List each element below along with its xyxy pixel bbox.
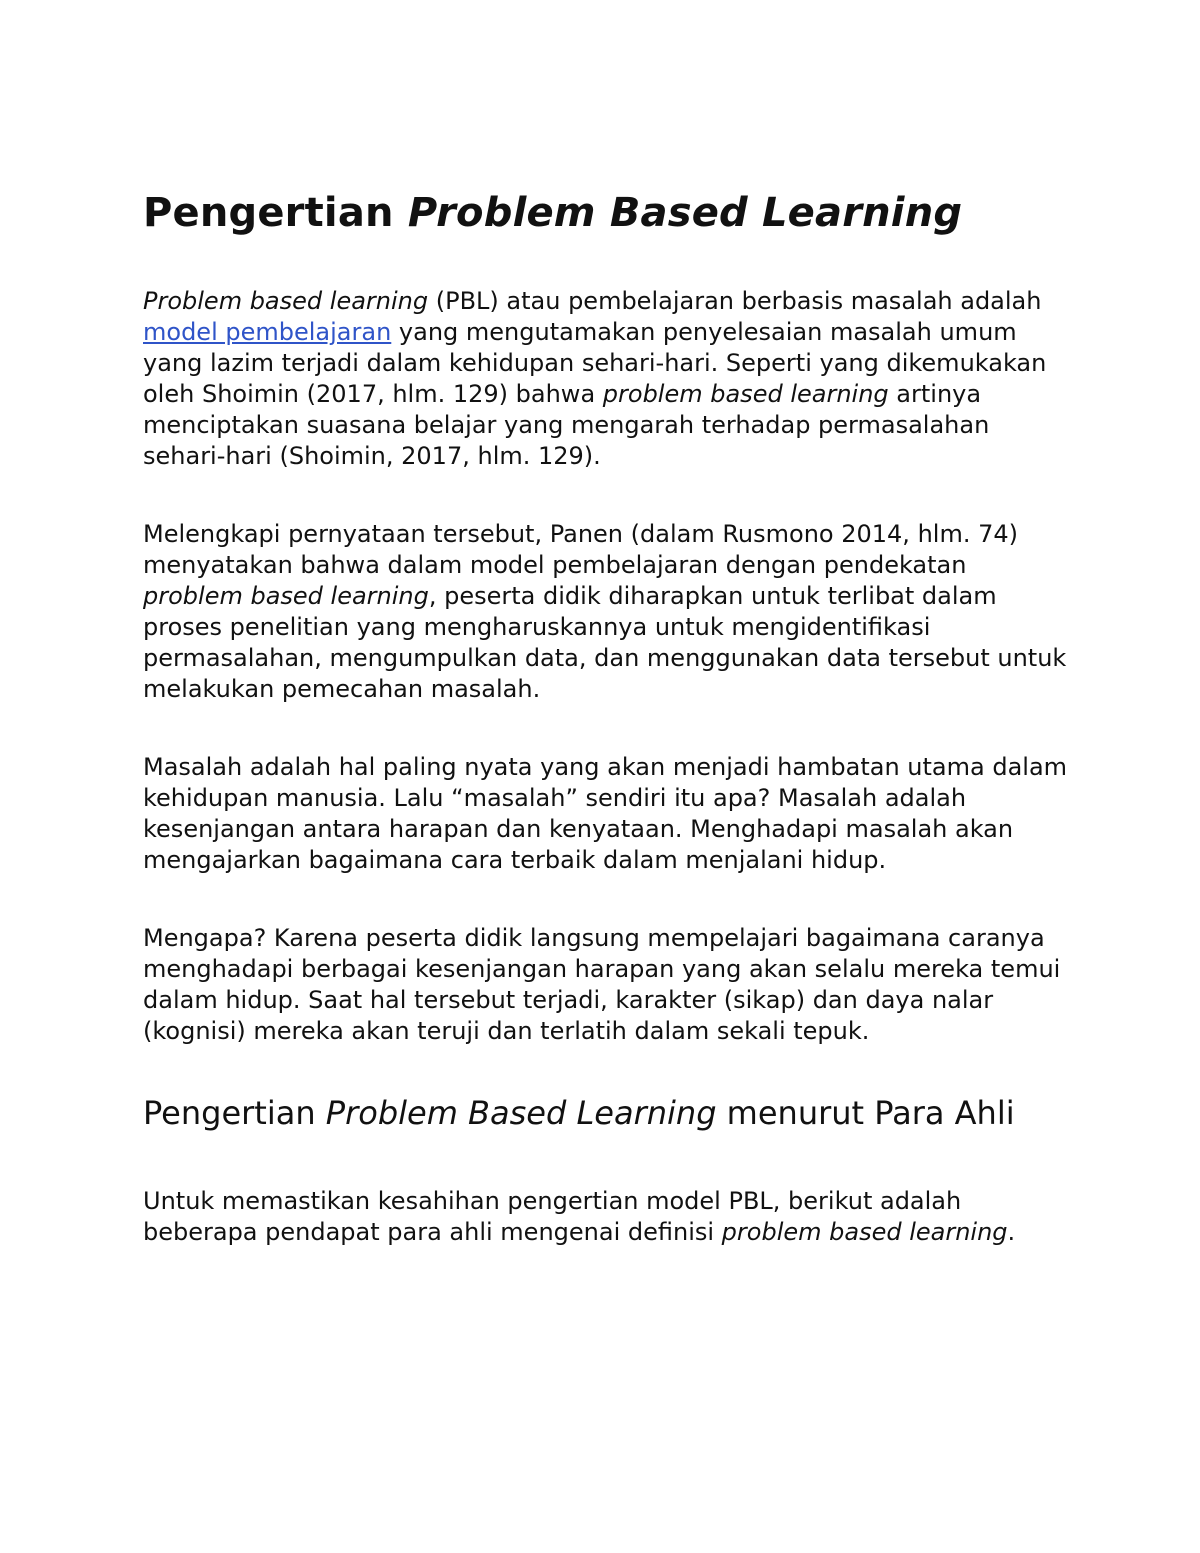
- heading-plain-text: menurut Para Ahli: [716, 1094, 1015, 1132]
- paragraph-definition: [143, 286, 1073, 472]
- italic-term: problem based learning: [143, 582, 429, 610]
- text-run: Untuk memastikan kesahihan pengertian model PBL, berikut adalah beberapa pendapat para ahli mengenai definisi: [143, 1187, 962, 1246]
- text-run: yang mengutamakan penyelesaian masalah umum yang lazim terjadi dalam kehidupan sehari-hari. Seperti yang dikemukakan oleh Shoimin (2017, hlm. 129) bahwa: [143, 318, 1047, 408]
- paragraph-panen: [143, 519, 1073, 705]
- italic-term: Problem based learning: [143, 287, 429, 315]
- heading-pengertian-menurut-ahli: [143, 1092, 1073, 1134]
- text-run: artinya menciptakan suasana belajar yang mengarah terhadap permasalahan sehari-hari (Shoimin, 2017, hlm. 129).: [143, 380, 990, 470]
- heading-italic-text: Problem Based Learning: [325, 1094, 717, 1132]
- document-content: [143, 187, 1073, 1248]
- heading-plain-text: Pengertian: [143, 1094, 326, 1132]
- italic-term: problem based learning: [602, 380, 889, 408]
- paragraph-mengapa: Mengapa? Karena peserta didik langsung mempelajari bagaimana caranya menghadapi berbagai kesenjangan harapan yang akan selalu mereka temui dalam hidup. Saat hal tersebut terjadi, karakter (sikap) dan daya nalar (kognisi) mereka akan teruji dan terlatih dalam sekali tepuk.: [143, 924, 1061, 1045]
- heading-plain-text: Pengertian: [143, 190, 408, 236]
- paragraph-masalah: Masalah adalah hal paling nyata yang akan menjadi hambatan utama dalam kehidupan manusia. Lalu “masalah” sendiri itu apa? Masalah adalah kesenjangan antara harapan dan kenyataan. Menghadapi masalah akan mengajarkan bagaimana cara terbaik dalam menjalani hidup.: [143, 753, 1068, 874]
- text-run: .: [1007, 1218, 1016, 1246]
- text-run: (PBL) atau pembelajaran berbasis masalah adalah: [428, 287, 1042, 315]
- model-pembelajaran-link[interactable]: model pembelajaran: [143, 318, 392, 346]
- text-run: Melengkapi pernyataan tersebut, Panen (dalam Rusmono 2014, hlm. 74) menyatakan bahwa dalam model pembelajaran dengan pendekatan: [143, 520, 1018, 579]
- italic-term: problem based learning: [721, 1218, 1008, 1246]
- text-run: , peserta didik diharapkan untuk terlibat dalam proses penelitian yang mengharuskannya untuk mengidentifikasi permasalahan, mengumpulkan data, dan menggunakan data tersebut untuk melakukan pemecahan masalah.: [143, 582, 1067, 703]
- heading-pengertian-pbl: [143, 187, 1073, 239]
- heading-italic-text: Problem Based Learning: [407, 190, 963, 236]
- paragraph-pendapat-ahli: [143, 1186, 1073, 1248]
